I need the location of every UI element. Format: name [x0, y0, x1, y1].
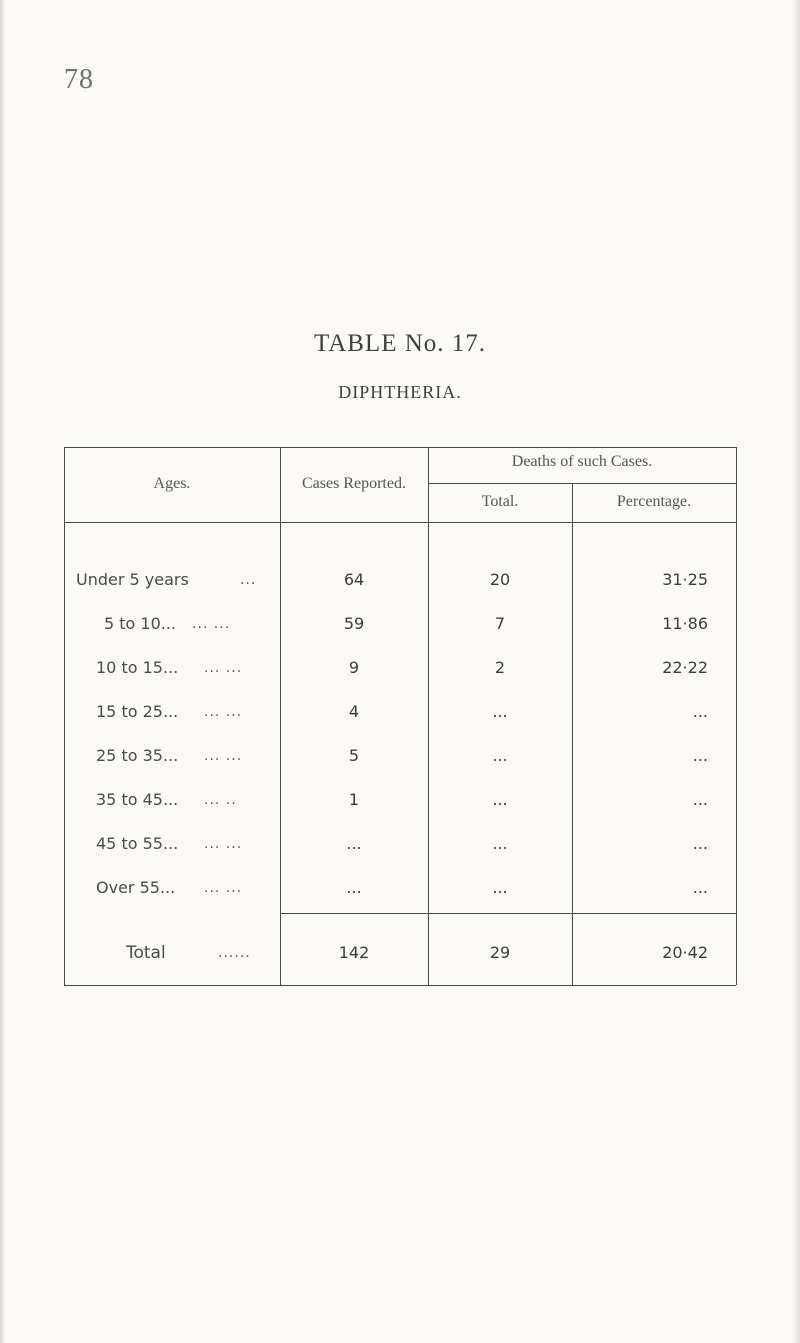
percentage-value: ... — [692, 746, 708, 765]
deaths-total-value: ... — [492, 878, 508, 897]
total-deaths-value: 29 — [489, 943, 511, 962]
table-left-rule — [64, 447, 65, 985]
total-top-rule — [280, 913, 736, 914]
table-subtitle: DIPHTHERIA. — [338, 382, 462, 402]
age-label: 10 to 15... — [96, 658, 179, 677]
deaths-total-value: ... — [492, 746, 508, 765]
age-leader-dots: ... ... — [204, 748, 243, 764]
deaths-total-value: ... — [492, 834, 508, 853]
age-label: 45 to 55... — [96, 834, 179, 853]
deaths-total-value: ... — [492, 702, 508, 721]
header-ages: Ages. — [153, 475, 191, 492]
header-total: Total. — [481, 493, 519, 510]
page-edge-right — [792, 0, 800, 1343]
percentage-value: 31·25 — [662, 570, 708, 589]
deaths-total-value: 7 — [494, 614, 506, 633]
header-percentage: Percentage. — [616, 493, 692, 510]
age-leader-dots: ... ... — [204, 836, 243, 852]
deaths-subheader-rule — [428, 483, 736, 484]
percentage-value: ... — [692, 790, 708, 809]
deaths-total-value: ... — [492, 790, 508, 809]
total-percentage-value: 20·42 — [662, 943, 708, 962]
age-leader-dots: ... ... — [204, 660, 243, 676]
total-label: Total — [126, 943, 166, 963]
total-cases-value: 142 — [338, 943, 370, 962]
table-right-rule — [736, 447, 737, 985]
deaths-total-value: 20 — [489, 570, 511, 589]
age-leader-dots: ... — [240, 572, 257, 588]
percentage-value: 22·22 — [662, 658, 708, 677]
cases-value: ... — [346, 878, 362, 897]
age-label: Over 55... — [96, 878, 176, 897]
deaths-total-value: 2 — [494, 658, 506, 677]
percentage-value: ... — [692, 878, 708, 897]
percentage-value: 11·86 — [662, 614, 708, 633]
cases-value: 9 — [348, 658, 360, 677]
age-leader-dots: ... ... — [204, 704, 243, 720]
percentage-value: ... — [692, 834, 708, 853]
age-label: 15 to 25... — [96, 702, 179, 721]
table-top-rule — [64, 447, 736, 448]
age-label: Under 5 years — [76, 570, 189, 589]
cases-value: 64 — [343, 570, 365, 589]
total-percentage-divider — [572, 483, 573, 985]
table-title: TABLE No. 17. — [313, 330, 487, 357]
age-leader-dots: ... ... — [192, 616, 231, 632]
age-label: 5 to 10... — [104, 614, 177, 633]
cases-value: ... — [346, 834, 362, 853]
percentage-value: ... — [692, 702, 708, 721]
header-deaths-of-such-cases: Deaths of such Cases. — [511, 453, 653, 470]
cases-value: 59 — [343, 614, 365, 633]
age-leader-dots: ... ... — [204, 880, 243, 896]
cases-value: 5 — [348, 746, 360, 765]
header-cases-reported: Cases Reported. — [302, 475, 406, 492]
cases-value: 4 — [348, 702, 360, 721]
age-leader-dots: ... .. — [204, 792, 237, 808]
cases-value: 1 — [348, 790, 360, 809]
age-label: 25 to 35... — [96, 746, 179, 765]
header-bottom-rule — [64, 522, 736, 523]
age-label: 35 to 45... — [96, 790, 179, 809]
table-bottom-rule — [64, 985, 736, 986]
page-edge-left — [0, 0, 4, 1343]
page-number: 78 — [64, 64, 94, 95]
total-leader-dots: ...... — [218, 945, 251, 961]
